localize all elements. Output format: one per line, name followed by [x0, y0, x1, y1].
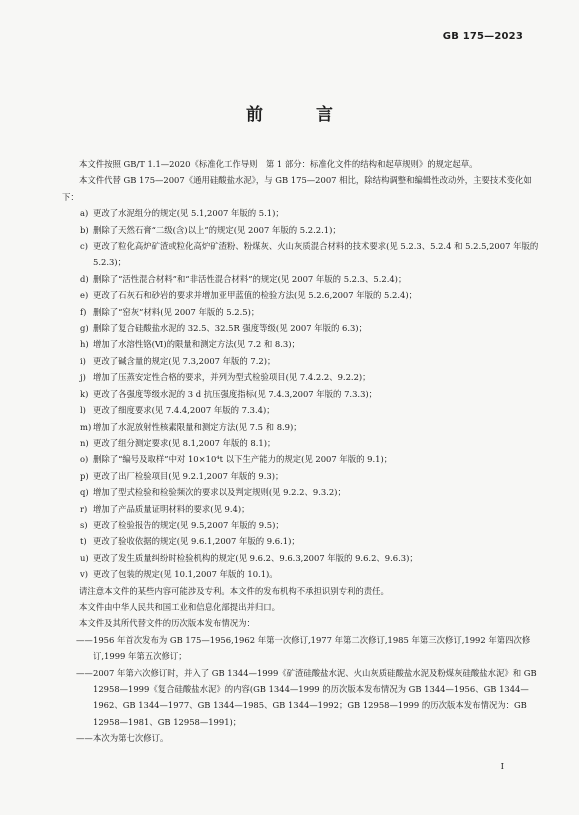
history-text: 2007 年第六次修订时，并入了 GB 1344—1999《矿渣硅酸盐水泥、火山灰质硅酸盐水泥及粉煤灰硅酸盐水泥》和 GB 12958—1999《复合硅酸盐水泥》的内容(GB 1344—1999 的历次版本发布情况为 GB 1344—1956、GB 1344—1962、GB 1344—1977、GB 1344—1985、GB 1344—1992；GB 12958—1999 的历次版本发布情况为：GB 12958—1981、GB 12958—1991)；: [93, 667, 537, 727]
list-item-label: k): [80, 388, 89, 399]
list-item-label: s): [80, 519, 88, 530]
intro-paragraph: 本文件代替 GB 175—2007《通用硅酸盐水泥》，与 GB 175—2007 相比，除结构调整和编辑性改动外，主要技术变化如下：: [62, 175, 532, 202]
change-list: [62, 205, 542, 582]
list-item-text: 删除了“编号及取样”中对 10×10⁴t 以下生产能力的规定(见 2007 年版的 9.1)；: [93, 454, 393, 465]
list-item-text: 更改了碱含量的规定(见 7.3,2007 年版的 7.2)；: [93, 355, 276, 366]
history-text: 1956 年首次发布为 GB 175—1956,1962 年第一次修订,1977 年第二次修订,1985 年第三次修订,1992 年第四次修订,1999 年第五次修订；: [93, 634, 531, 662]
list-item-text: 增加了水泥放射性核素限量和测定方法(见 7.5 和 8.9)；: [93, 421, 302, 432]
list-item-text: 更改了水泥组分的规定(见 5.1,2007 年版的 5.1)；: [93, 208, 284, 219]
page-title: 前 言: [246, 105, 351, 125]
intro-paragraph: 本文件按照 GB/T 1.1—2020《标准化工作导则 第 1 部分：标准化文件的结构和起草规则》的规定起草。: [79, 159, 478, 169]
list-item-label: b): [80, 224, 89, 235]
list-item-label: o): [80, 454, 89, 465]
list-item-text: 删除了天然石膏“二级(含)以上”的规定(见 2007 年版的 5.2.2.1)；: [93, 224, 341, 235]
list-item-text: 删除了复合硅酸盐水泥的 32.5、32.5R 强度等级(见 2007 年版的 6.3)；: [93, 323, 367, 334]
list-item-label: p): [80, 470, 89, 481]
list-item: [62, 566, 542, 582]
list-item-label: n): [80, 437, 89, 448]
list-item-label: m): [80, 421, 92, 432]
list-item-text: 增加了水溶性铬(Ⅵ)的限量和测定方法(见 7.2 和 8.3)；: [93, 339, 300, 350]
list-item-text: 更改了细度要求(见 7.4.4,2007 年版的 7.3.4)；: [93, 405, 275, 416]
patent-notice: 请注意本文件的某些内容可能涉及专利。本文件的发布机构不承担识别专利的责任。: [79, 585, 389, 596]
list-item-label: g): [80, 323, 89, 334]
list-item-label: q): [80, 487, 89, 498]
list-item-label: r): [80, 503, 88, 514]
history-dash: ——: [76, 667, 93, 678]
list-item-text: 更改了出厂检验项目(见 9.2.1,2007 年版的 9.3)；: [93, 470, 284, 481]
list-item-label: f): [80, 306, 87, 317]
history-dash: ——: [76, 634, 93, 645]
list-item-label: e): [80, 290, 89, 301]
list-item-label: h): [80, 339, 89, 350]
list-item-text: 更改了验收依据的规定(见 9.6.1,2007 年版的 9.6.1)；: [93, 536, 300, 547]
list-item: [62, 386, 542, 402]
list-item-label: c): [80, 241, 88, 252]
list-item: [62, 451, 542, 467]
list-item-text: 删除了“活性混合材料”和“非活性混合材料”的规定(见 2007 年版的 5.2.3、5.2.4)；: [93, 273, 407, 284]
list-item-text: 更改了各强度等级水泥的 3 d 抗压强度指标(见 7.4.3,2007 年版的 7.3.3)；: [93, 388, 378, 399]
list-item: [62, 336, 542, 352]
list-item: [62, 484, 542, 500]
history-item: [62, 665, 542, 731]
list-item: [62, 402, 542, 418]
list-item-text: 更改了石灰石和砂岩的要求并增加亚甲蓝值的检验方法(见 5.2.6,2007 年版的 5.2.4)；: [93, 290, 417, 301]
list-item-label: j): [80, 372, 86, 383]
standard-code: GB 175—2023: [442, 31, 523, 42]
list-item: [62, 501, 542, 517]
list-item: [62, 271, 542, 287]
list-item: [62, 205, 542, 221]
history-item: [62, 730, 542, 746]
list-item-label: v): [80, 569, 88, 580]
list-item: [62, 468, 542, 484]
history-intro: 本文件及其所代替文件的历次版本发布情况为：: [79, 618, 255, 629]
list-item: [62, 369, 542, 385]
list-item-text: 增加了型式检验和检验频次的要求以及判定规则(见 9.2.2、9.3.2)；: [93, 487, 346, 498]
list-item-text: 更改了发生质量纠纷时检验机构的规定(见 9.6.2、9.6.3,2007 年版的 9.6.2、9.6.3)；: [93, 552, 418, 563]
list-item-text: 更改了检验报告的规定(见 9.5,2007 年版的 9.5)；: [93, 519, 284, 530]
list-item-label: u): [80, 552, 89, 563]
list-item-label: i): [80, 355, 86, 366]
list-item-text: 增加了压蒸安定性合格的要求，并列为型式检验项目(见 7.4.2.2、9.2.2)；: [93, 372, 371, 383]
list-item: [62, 222, 542, 238]
list-item-label: l): [80, 405, 86, 416]
list-item-text: 增加了产品质量证明材料的要求(见 9.4)；: [93, 503, 250, 514]
list-item: [62, 419, 542, 435]
proposer-statement: 本文件由中华人民共和国工业和信息化部提出并归口。: [79, 601, 280, 612]
history-dash: ——: [76, 733, 93, 744]
list-item-label: a): [80, 208, 89, 219]
history-item: [62, 632, 542, 665]
page-number: Ⅰ: [500, 762, 504, 772]
list-item: [62, 550, 542, 566]
list-item: [62, 353, 542, 369]
document-body: [62, 156, 542, 747]
list-item: [62, 320, 542, 336]
history-list: [62, 632, 542, 747]
list-item-text: 更改了组分测定要求(见 8.1,2007 年版的 8.1)；: [93, 437, 276, 448]
list-item: [62, 238, 542, 271]
list-item: [62, 533, 542, 549]
history-text: 本次为第七次修订。: [93, 733, 169, 744]
list-item: [62, 435, 542, 451]
list-item-text: 更改了粒化高炉矿渣或粒化高炉矿渣粉、粉煤灰、火山灰质混合材料的技术要求(见 5.2.3、5.2.4 和 5.2.5,2007 年版的 5.2.3)；: [93, 241, 539, 268]
list-item: [62, 517, 542, 533]
list-item-text: 更改了包装的规定(见 10.1,2007 年版的 10.1)。: [93, 569, 278, 580]
list-item-label: d): [80, 273, 89, 284]
list-item: [62, 304, 542, 320]
list-item-label: t): [80, 536, 87, 547]
list-item: [62, 287, 542, 303]
list-item-text: 删除了“窑灰”材料(见 2007 年版的 5.2.5)；: [93, 306, 260, 317]
